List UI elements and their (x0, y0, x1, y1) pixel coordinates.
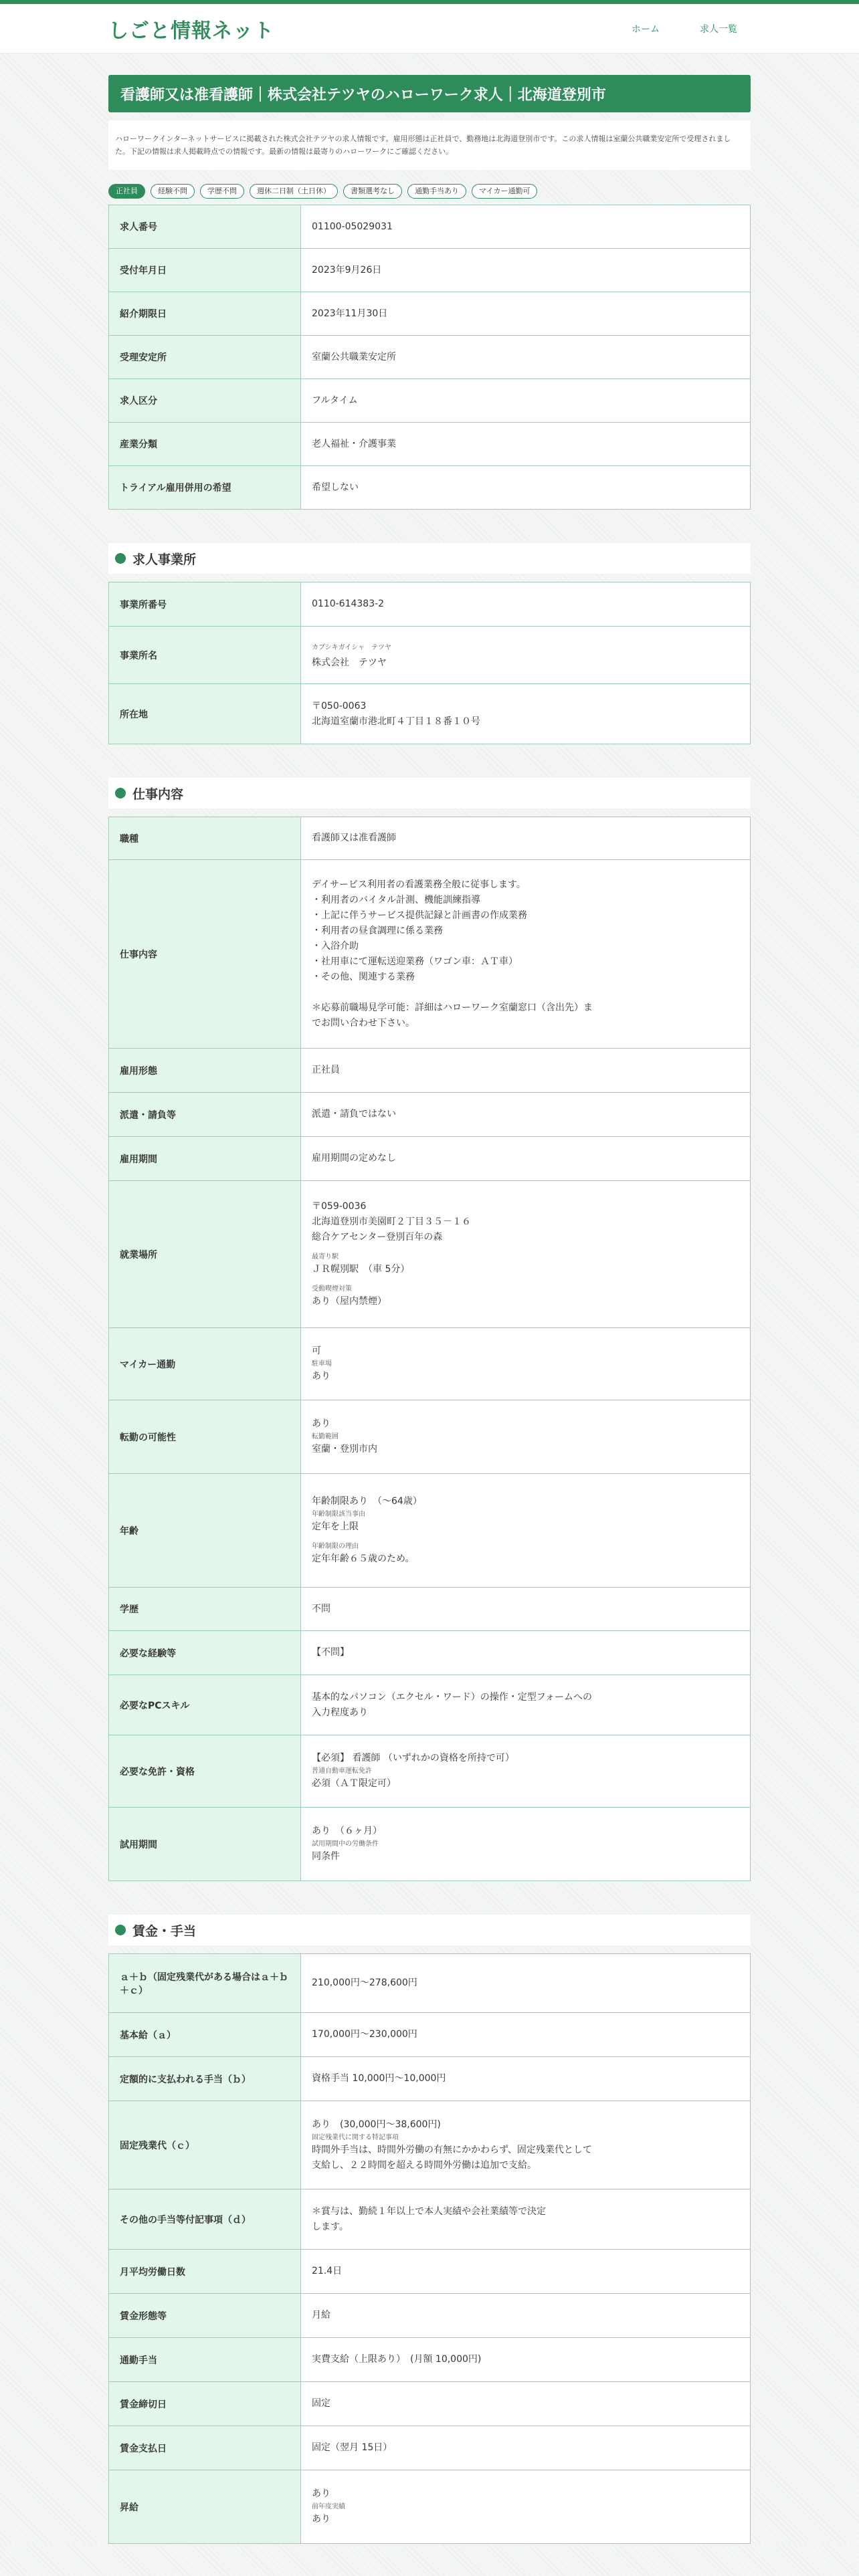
row-label: 所在地 (109, 684, 301, 744)
row-label: 賃金支払日 (109, 2426, 301, 2470)
job-description-line: ・入浴介助 (312, 940, 359, 952)
site-header (0, 4, 859, 53)
row-value (301, 1400, 751, 1474)
table-row (109, 1328, 751, 1400)
tag-badge: マイカー通勤可 (472, 184, 537, 199)
row-value: 雇用期間の定めなし (301, 1137, 751, 1181)
row-label: 転勤の可能性 (109, 1400, 301, 1474)
row-value: 0110-614383-2 (301, 582, 751, 627)
table-row (109, 423, 751, 466)
office-name: 株式会社 テツヤ (312, 657, 387, 668)
page-title: 看護師又は准看護師｜株式会社テツヤのハローワーク求人｜北海道登別市 (108, 75, 751, 112)
table-row (109, 627, 751, 684)
row-label: 就業場所 (109, 1181, 301, 1328)
section-heading-text: 賃金・手当 (132, 1923, 197, 1939)
row-value (301, 2189, 751, 2250)
table-row (109, 1735, 751, 1808)
row-value (301, 2101, 751, 2189)
row-value: フルタイム (301, 379, 751, 423)
row-label: 受付年月日 (109, 249, 301, 292)
table-row (109, 2189, 751, 2250)
row-value: 看護師又は准看護師 (301, 817, 751, 860)
intro-text: ハローワークインターネットサービスに掲載された株式会社テツヤの求人情報です。雇用形態は正社員で、勤務地は北海道登別市です。この求人情報は室蘭公共職業安定所で受理されました。下記の情報は求人掲載時点での情報です。最新の情報は最寄りのハローワークにご確認ください。 (108, 120, 751, 170)
tag-badge: 学歴不問 (200, 184, 244, 199)
table-row (109, 249, 751, 292)
row-label: 基本給（ａ） (109, 2013, 301, 2057)
sub-label: 普通自動車運転免許 (312, 1767, 372, 1775)
row-label: 必要な経験等 (109, 1631, 301, 1675)
row-value (301, 1474, 751, 1588)
row-label: 仕事内容 (109, 860, 301, 1049)
sub-label: 固定残業代に関する特記事項 (312, 2133, 399, 2141)
row-label: 必要なPCスキル (109, 1675, 301, 1735)
row-label: 事業所番号 (109, 582, 301, 627)
row-label: 雇用形態 (109, 1049, 301, 1093)
driver-license: 必須（ＡＴ限定可） (312, 1778, 396, 1789)
wage-info-table (108, 1953, 751, 2544)
transfer-value: あり (312, 1418, 330, 1429)
sub-label: 年齢制限該当事由 (312, 1511, 365, 1518)
nearest-station: ＪＲ幌別駅 （車 5分） (312, 1264, 410, 1275)
row-label: 求人番号 (109, 205, 301, 249)
table-row (109, 1954, 751, 2013)
row-label: 必要な免許・資格 (109, 1735, 301, 1808)
job-description-line: ・上記に伴うサービス提供記録と計画書の作成業務 (312, 909, 527, 921)
row-label: 昇給 (109, 2470, 301, 2544)
section-heading-wage (108, 1915, 751, 1945)
sub-label: 転勤範囲 (312, 1433, 339, 1440)
row-value: 固定（翌月 15日） (301, 2426, 751, 2470)
sub-label: 最寄り駅 (312, 1253, 339, 1261)
row-label: 年齢 (109, 1474, 301, 1588)
row-label: 賃金形態等 (109, 2294, 301, 2338)
table-row (109, 1675, 751, 1735)
row-value (301, 2470, 751, 2544)
table-row (109, 1631, 751, 1675)
row-label: 月平均労働日数 (109, 2250, 301, 2294)
job-description-line: でお問い合わせ下さい。 (312, 1017, 415, 1029)
table-row (109, 336, 751, 379)
section-heading-text: 求人事業所 (132, 552, 197, 567)
row-value: 2023年11月30日 (301, 292, 751, 336)
table-row (109, 684, 751, 744)
row-value: 21.4日 (301, 2250, 751, 2294)
row-label: 職種 (109, 817, 301, 860)
job-description-line: ・利用者のバイタル計測、機能訓練指導 (312, 894, 480, 905)
row-label: 求人区分 (109, 379, 301, 423)
row-value (301, 1675, 751, 1735)
table-row (109, 1400, 751, 1474)
job-info-table (108, 817, 751, 1881)
table-row (109, 1049, 751, 1093)
row-value (301, 1808, 751, 1881)
sub-label: 駐車場 (312, 1360, 332, 1368)
row-value (301, 1328, 751, 1400)
fixed-overtime-note: 時間外手当は、時間外労働の有無にかかわらず、固定残業代として (312, 2144, 592, 2155)
row-value: 不問 (301, 1588, 751, 1631)
main-content (108, 53, 751, 2544)
age-value: 年齢制限あり （～64歳） (312, 1496, 422, 1507)
job-description-line: ・その他、関連する業務 (312, 971, 415, 982)
office-address: 北海道室蘭市港北町４丁目１８番１０号 (312, 716, 480, 727)
smoking-policy: あり（屋内禁煙） (312, 1296, 387, 1307)
fixed-overtime-note: 支給し、２２時間を超える時間外労働は追加で支給。 (312, 2159, 537, 2171)
row-label: ａ＋ｂ（固定残業代がある場合はａ＋ｂ＋ｃ） (109, 1954, 301, 2013)
table-row (109, 1808, 751, 1881)
row-label: 派遣・請負等 (109, 1093, 301, 1137)
row-value: 2023年9月26日 (301, 249, 751, 292)
row-label: 産業分類 (109, 423, 301, 466)
table-row (109, 1093, 751, 1137)
table-row (109, 205, 751, 249)
table-row (109, 292, 751, 336)
table-row (109, 860, 751, 1049)
sub-label: 受動喫煙対策 (312, 1285, 352, 1293)
job-description-line: ・利用者の昼食調理に係る業務 (312, 925, 443, 936)
mycar-value: 可 (312, 1346, 321, 1356)
row-value: 老人福祉・介護事業 (301, 423, 751, 466)
table-row (109, 2101, 751, 2189)
row-value: 正社員 (301, 1049, 751, 1093)
license-required: 【必須】 看護師 （いずれかの資格を所持で可） (312, 1753, 514, 1763)
section-heading-job (108, 778, 751, 809)
row-value: 210,000円～278,600円 (301, 1954, 751, 2013)
table-row (109, 2470, 751, 2544)
bullet-dot-icon (115, 788, 126, 798)
bullet-dot-icon (115, 1925, 126, 1935)
tag-badge: 経験不問 (151, 184, 195, 199)
row-value: 【不問】 (301, 1631, 751, 1675)
transfer-range: 室蘭・登別市内 (312, 1444, 377, 1455)
nav-job-list-link[interactable]: 求人一覧 (700, 24, 737, 35)
row-label: 紹介期限日 (109, 292, 301, 336)
tag-badge: 週休二日制（土日休） (250, 184, 338, 199)
job-description-spacer (312, 985, 739, 1000)
row-value: 01100-05029031 (301, 205, 751, 249)
row-value: 固定 (301, 2382, 751, 2426)
table-row (109, 379, 751, 423)
parking-value: あり (312, 1371, 330, 1382)
bullet-dot-icon (115, 553, 126, 564)
row-label: 賃金締切日 (109, 2382, 301, 2426)
work-facility: 総合ケアセンター登別百年の森 (312, 1232, 443, 1243)
row-value: 派遣・請負ではない (301, 1093, 751, 1137)
row-value (301, 627, 751, 684)
trial-conditions: 同条件 (312, 1851, 340, 1862)
site-logo[interactable]: しごと情報ネット (108, 19, 274, 43)
tag-badge: 正社員 (108, 184, 145, 199)
table-row (109, 1137, 751, 1181)
table-row (109, 2057, 751, 2101)
table-row (109, 2338, 751, 2382)
row-value (301, 684, 751, 744)
row-value (301, 860, 751, 1049)
row-value: 資格手当 10,000円～10,000円 (301, 2057, 751, 2101)
office-zip: 〒050-0063 (312, 700, 367, 712)
row-label: トライアル雇用併用の希望 (109, 466, 301, 510)
section-heading-office (108, 543, 751, 574)
row-label: 定額的に支払われる手当（ｂ） (109, 2057, 301, 2101)
raise-last-year: あり (312, 2514, 330, 2525)
age-reason: 定年年齢６５歳のため。 (312, 1553, 415, 1564)
office-name-kana: カブシキガイシャ テツヤ (312, 643, 391, 651)
row-label: 通勤手当 (109, 2338, 301, 2382)
row-value: 月給 (301, 2294, 751, 2338)
table-row (109, 2426, 751, 2470)
sub-label: 前年度実績 (312, 2503, 345, 2510)
row-label: マイカー通勤 (109, 1328, 301, 1400)
table-row (109, 2382, 751, 2426)
row-label: 雇用期間 (109, 1137, 301, 1181)
row-label: 学歴 (109, 1588, 301, 1631)
work-address: 北海道登別市美園町２丁目３５－１６ (312, 1216, 471, 1227)
job-description-line: デイサービス利用者の看護業務全般に従事します。 (312, 879, 526, 890)
row-value: 室蘭公共職業安定所 (301, 336, 751, 379)
row-value: 170,000円～230,000円 (301, 2013, 751, 2057)
table-row (109, 1181, 751, 1328)
table-row (109, 1474, 751, 1588)
pc-skill-line: 基本的なパソコン（エクセル・ワード）の操作・定型フォームへの (312, 1691, 593, 1703)
tag-badge: 書類選考なし (343, 184, 402, 199)
row-label: 固定残業代（ｃ） (109, 2101, 301, 2189)
job-description-line: ＊応募前職場見学可能：詳細はハローワーク室蘭窓口（含出先）ま (312, 1002, 593, 1013)
main-nav (632, 22, 751, 35)
pc-skill-line: 入力程度あり (312, 1707, 368, 1718)
row-value: 実費支給（上限あり） (月額 10,000円) (301, 2338, 751, 2382)
table-row (109, 2013, 751, 2057)
job-description-line: ・社用車にて運転送迎業務（ワゴン車：ＡＴ車） (312, 956, 518, 967)
tag-badge: 通勤手当あり (407, 184, 466, 199)
row-value (301, 1181, 751, 1328)
age-case: 定年を上限 (312, 1521, 359, 1532)
trial-period: あり （６ヶ月） (312, 1826, 382, 1836)
row-label: 試用期間 (109, 1808, 301, 1881)
table-row (109, 1588, 751, 1631)
sub-label: 年齢制限の理由 (312, 1543, 359, 1550)
row-label: 事業所名 (109, 627, 301, 684)
other-allowance-note: ＊賞与は、勤続１年以上で本人実績や会社業績等で決定 (312, 2206, 546, 2217)
section-heading-text: 仕事内容 (132, 786, 184, 802)
row-value: 希望しない (301, 466, 751, 510)
raise-value: あり (312, 2488, 330, 2499)
sub-label: 試用期間中の労働条件 (312, 1840, 379, 1848)
table-row (109, 2294, 751, 2338)
table-row (109, 817, 751, 860)
basic-info-table (108, 205, 751, 510)
row-value (301, 1735, 751, 1808)
office-info-table (108, 582, 751, 744)
nav-home-link[interactable]: ホーム (632, 24, 660, 35)
table-row (109, 2250, 751, 2294)
fixed-overtime-value: あり (30,000円～38,600円) (312, 2119, 441, 2130)
table-row (109, 582, 751, 627)
row-label: その他の手当等付記事項（ｄ） (109, 2189, 301, 2250)
table-row (109, 466, 751, 510)
work-zip: 〒059-0036 (312, 1201, 367, 1212)
tag-list (108, 183, 751, 199)
other-allowance-note: します。 (312, 2221, 349, 2232)
row-label: 受理安定所 (109, 336, 301, 379)
